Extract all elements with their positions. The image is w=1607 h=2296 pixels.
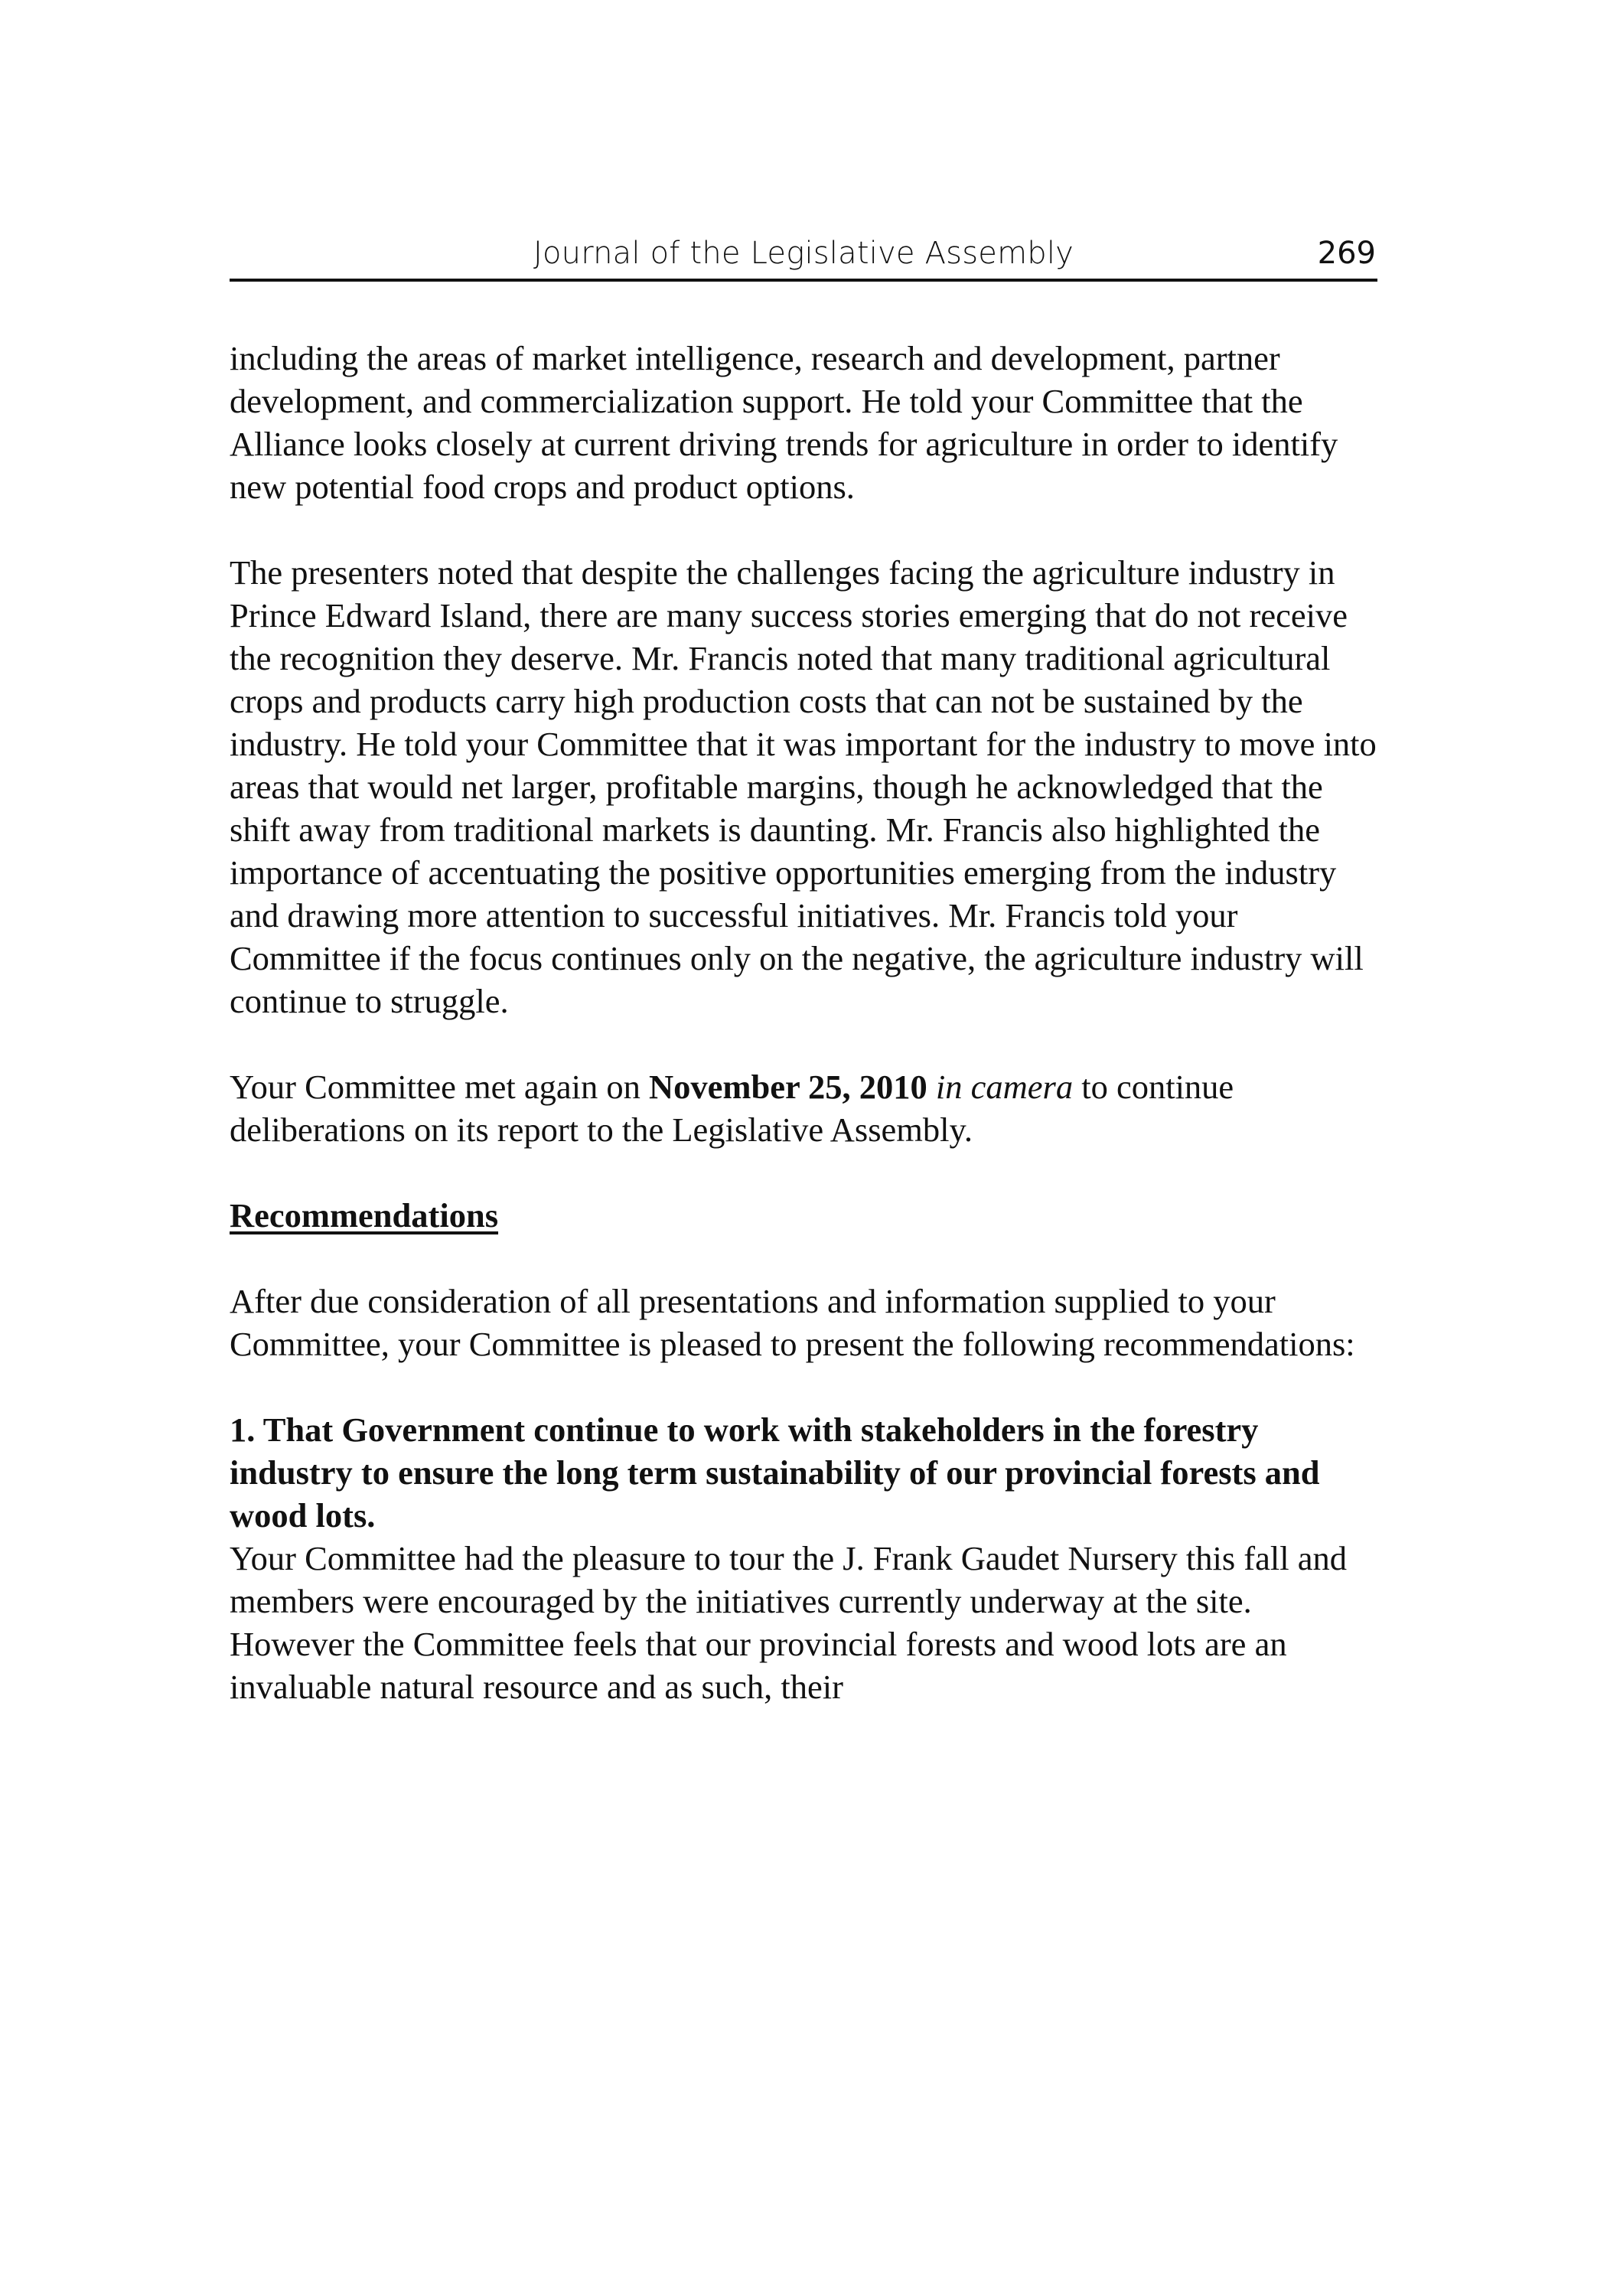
paragraph-2: The presenters noted that despite the challenges facing the agriculture industry in Prince Edward Island, there are many success stories emerging that do not receive the recognition they deserve. Mr. Francis noted that many traditional agricultural crops and products carry high production costs that can not be sustained by the industry. He told your Committee that it was important for the industry to move into areas that would net larger, profitable margins, though he acknowledged that the shift away from traditional markets is daunting. Mr. Francis also highlighted the importance of accentuating the positive opportunities emerging from the industry and drawing more attention to successful initiatives. Mr. Francis told your Committee if the focus continues only on the negative, the agriculture industry will continue to struggle. (230, 553, 1377, 1020)
journal-title: Journal of the Legislative Assembly (533, 236, 1074, 271)
recommendations-heading: Recommendations (230, 1196, 499, 1234)
recommendation-1-body: Your Committee had the pleasure to tour the J. Frank Gaudet Nursery this fall and members were encouraged by the initiatives currently underway at the site. However the Committee feels that our provincial forests and wood lots are an invaluable natural resource and as such, their (230, 1539, 1347, 1706)
paragraph-3-text-2 (927, 1068, 936, 1106)
paragraph-4: After due consideration of all presentations and information supplied to your Committee, your Committee is pleased to present the following recommendations: (230, 1282, 1355, 1363)
page-number: 269 (1317, 236, 1376, 271)
paragraph-3-text-1: Your Committee met again on (230, 1068, 649, 1106)
document-page (230, 0, 1377, 2296)
body-text (230, 337, 1377, 1708)
paragraph-1: including the areas of market intelligence, research and development, partner development, and commercialization support. He told your Committee that the Alliance looks closely at current driving trends for agriculture in order to identify new potential food crops and product options. (230, 339, 1338, 506)
in-camera-term: in camera (935, 1068, 1074, 1106)
recommendation-1-title: 1. That Government continue to work with stakeholders in the forestry industry to ensure the long term sustainability of our provincial forests and wood lots. (230, 1411, 1320, 1534)
paragraph-3-text-3: to continue deliberations on its report to the Legislative Assembly. (230, 1068, 1234, 1149)
meeting-date: November 25, 2010 (648, 1068, 927, 1106)
running-header (230, 231, 1377, 282)
paragraph-3 (230, 1065, 1377, 1151)
